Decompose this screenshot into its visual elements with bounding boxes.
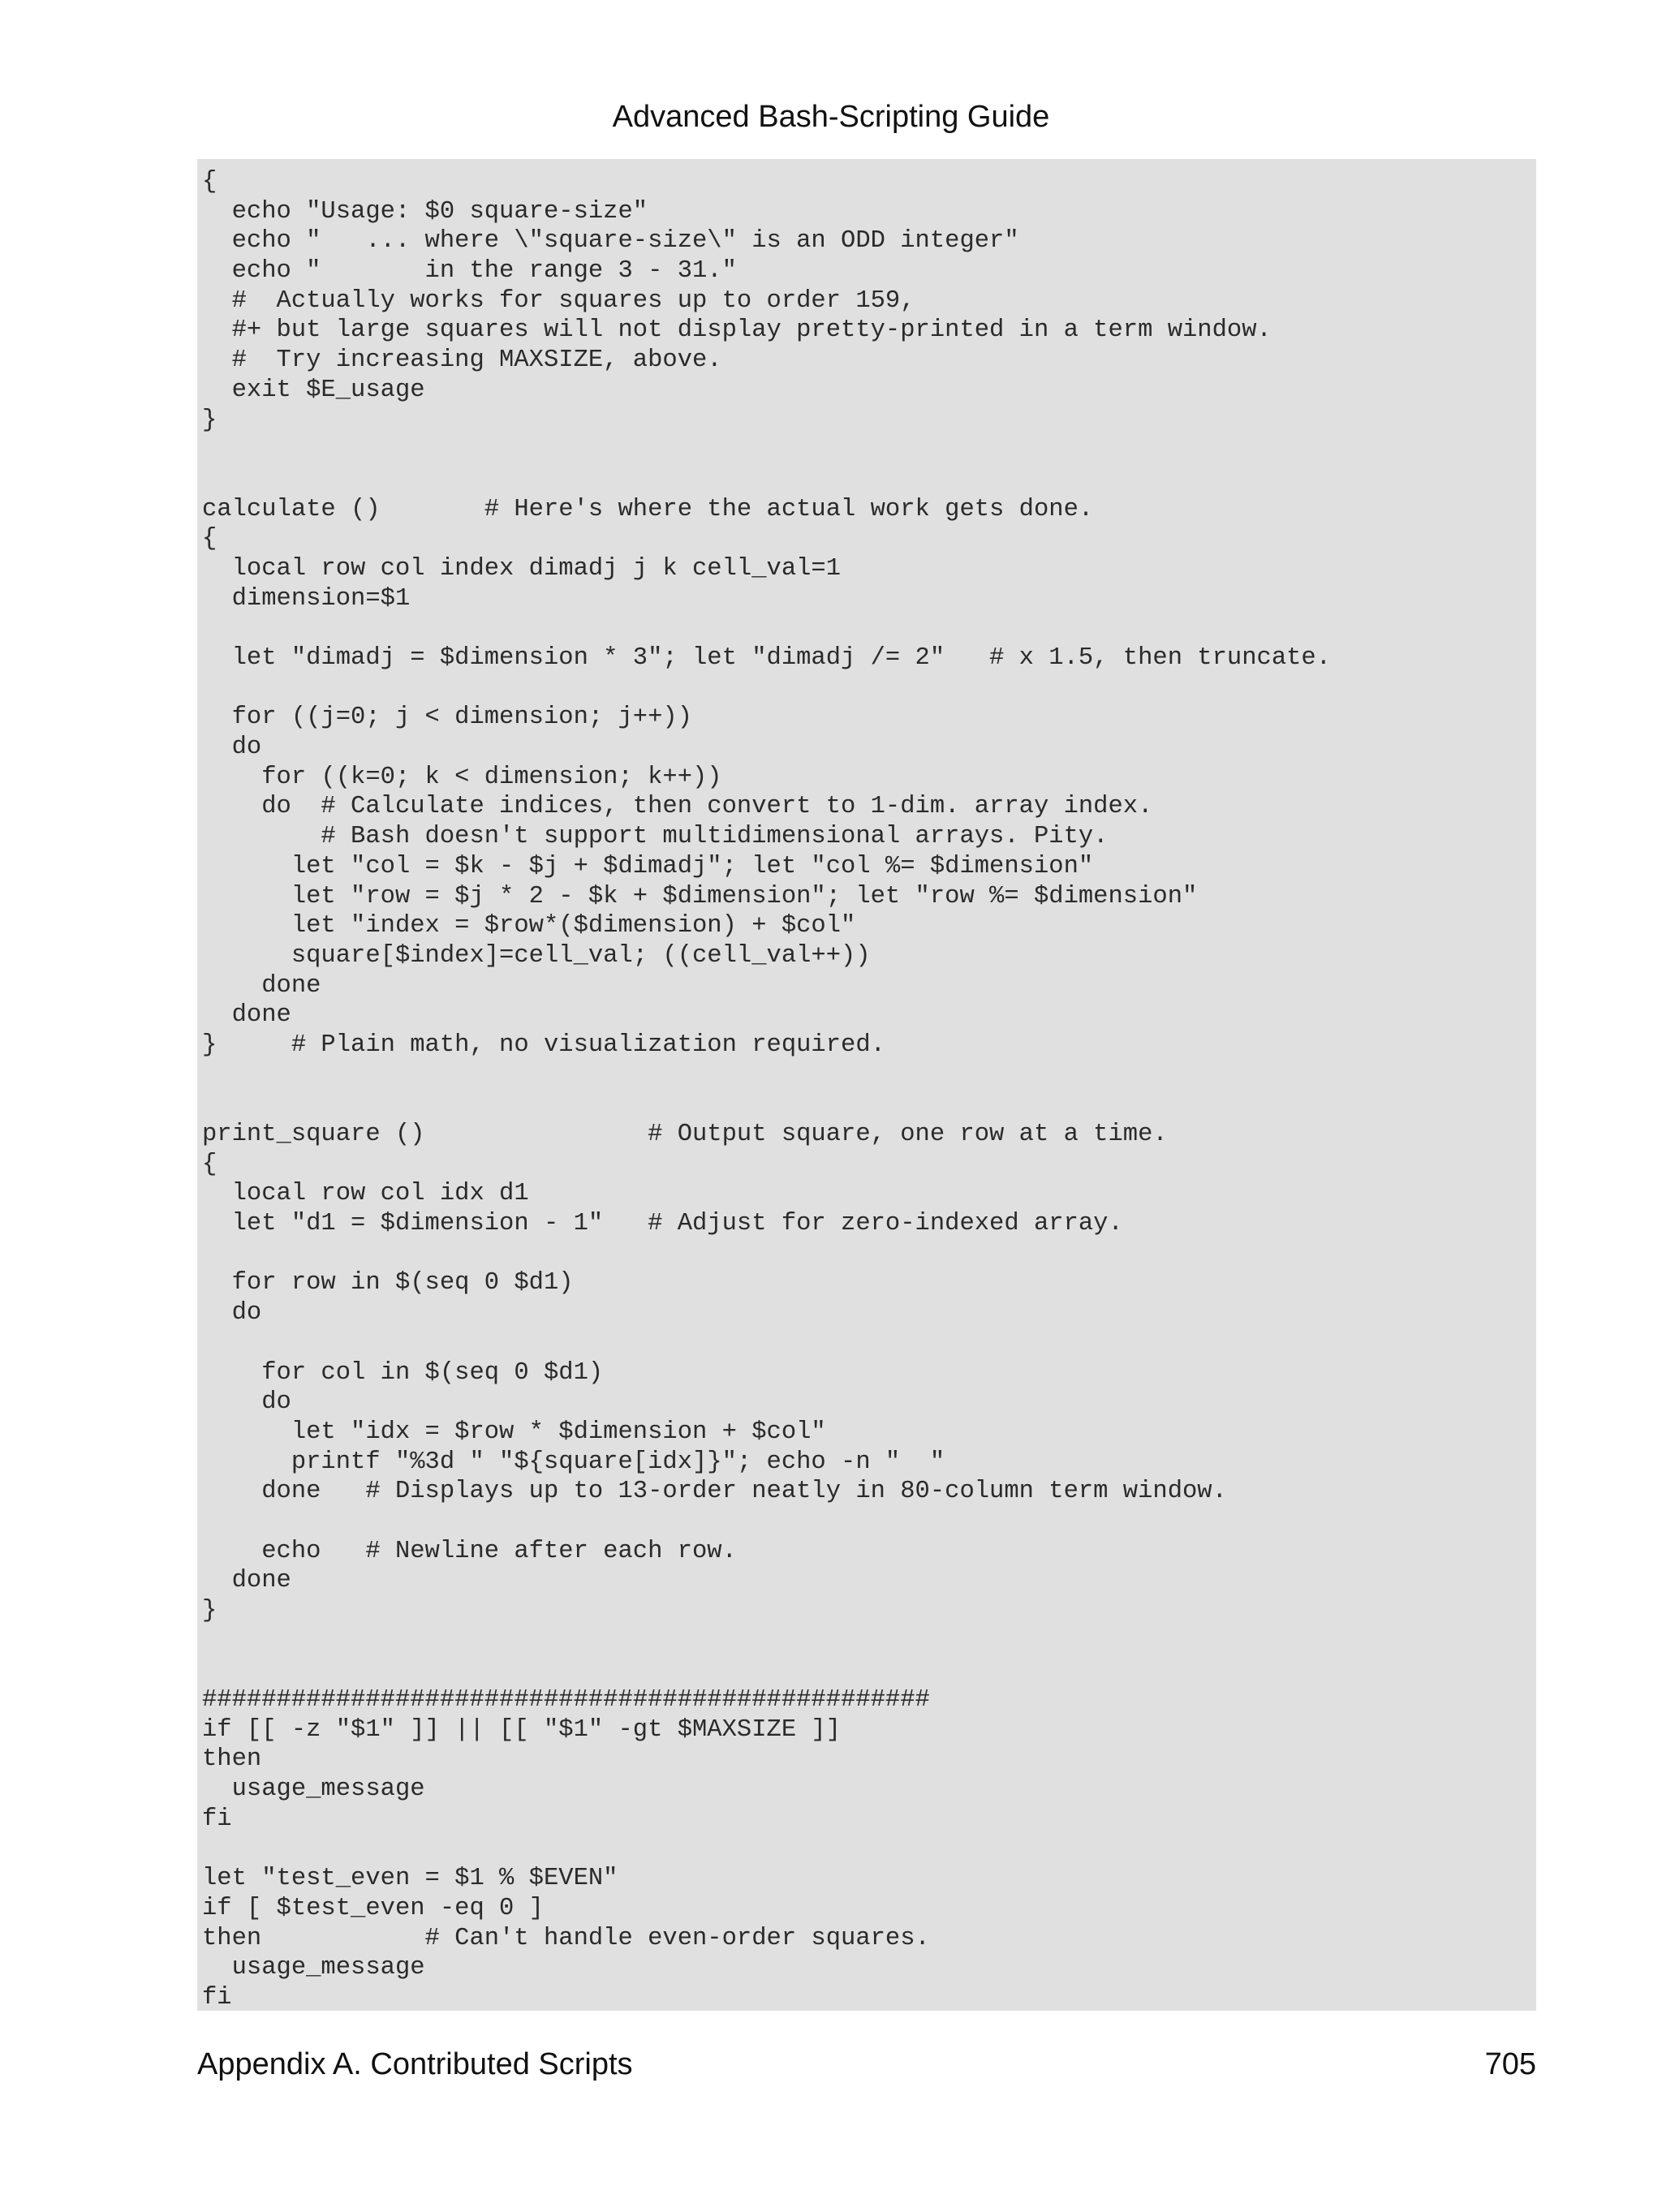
code-line: for col in $(seq 0 $d1) <box>202 1358 604 1387</box>
code-line <box>202 435 1536 465</box>
code-line: #+ but large squares will not display pretty-printed in a term window. <box>202 316 1272 345</box>
code-line <box>202 1626 1536 1656</box>
code-line: printf "%3d " "${square[idx]}"; echo -n " " <box>202 1448 945 1476</box>
code-line: if [[ -z "$1" ]] || [[ "$1" -gt $MAXSIZE ]] <box>202 1715 842 1744</box>
code-line: do # Calculate indices, then convert to 1-dim. array index. <box>202 793 1153 821</box>
code-line <box>202 1090 1536 1120</box>
code-line: { <box>202 168 217 196</box>
code-line: usage_message <box>202 1775 425 1804</box>
code-line: ################################################# <box>202 1686 930 1715</box>
code-line <box>202 673 1536 704</box>
footer-page-number: 705 <box>1484 2047 1536 2081</box>
code-line: calculate () # Here's where the actual work gets done. <box>202 495 1094 523</box>
code-line: do <box>202 1299 262 1328</box>
code-line: # Try increasing MAXSIZE, above. <box>202 346 722 375</box>
code-line: echo "Usage: $0 square-size" <box>202 197 648 226</box>
code-line: } # Plain math, no visualization required. <box>202 1031 885 1059</box>
code-line: do <box>202 1388 291 1417</box>
code-line: for row in $(seq 0 $d1) <box>202 1269 574 1298</box>
code-line: done # Displays up to 13-order neatly in 80-column term window. <box>202 1478 1227 1506</box>
code-line: echo " ... where \"square-size\" is an ODD integer" <box>202 227 1019 256</box>
code-line: let "col = $k - $j + $dimadj"; let "col %= $dimension" <box>202 852 1094 880</box>
code-line: } <box>202 1597 217 1625</box>
code-line <box>202 613 1536 643</box>
code-line: let "index = $row*($dimension) + $col" <box>202 912 856 940</box>
code-line: usage_message <box>202 1954 425 1982</box>
code-line: { <box>202 525 217 553</box>
code-line: echo " in the range 3 - 31." <box>202 257 737 286</box>
code-line: fi <box>202 1983 232 2011</box>
code-line: done <box>202 1001 291 1030</box>
code-line: then # Can't handle even-order squares. <box>202 1924 930 1952</box>
code-line: local row col index dimadj j k cell_val=1 <box>202 554 842 583</box>
code-line: # Bash doesn't support multidimensional arrays. Pity. <box>202 823 1109 851</box>
code-line: for ((j=0; j < dimension; j++)) <box>202 704 692 732</box>
code-line: { <box>202 1150 217 1178</box>
code-line: let "test_even = $1 % $EVEN" <box>202 1865 618 1893</box>
footer-section-title: Appendix A. Contributed Scripts <box>197 2047 633 2081</box>
code-line <box>202 1239 1536 1269</box>
code-line: print_square () # Output square, one row at a time. <box>202 1121 1168 1148</box>
code-line: let "dimadj = $dimension * 3"; let "dimadj /= 2" # x 1.5, then truncate. <box>202 644 1332 672</box>
code-line: exit $E_usage <box>202 376 425 404</box>
code-line: dimension=$1 <box>202 584 411 613</box>
code-line: # Actually works for squares up to order 159, <box>202 286 915 315</box>
code-line: if [ $test_even -eq 0 ] <box>202 1894 544 1922</box>
code-line: echo # Newline after each row. <box>202 1537 737 1565</box>
code-line <box>202 1655 1536 1685</box>
code-listing <box>197 159 1536 2011</box>
code-line: let "idx = $row * $dimension + $col" <box>202 1418 826 1446</box>
code-line <box>202 1507 1536 1537</box>
code-line: done <box>202 971 321 1000</box>
page-header-title: Advanced Bash-Scripting Guide <box>612 100 1050 134</box>
code-line: fi <box>202 1805 232 1833</box>
code-line: let "d1 = $dimension - 1" # Adjust for zero-indexed array. <box>202 1210 1123 1238</box>
code-line: for ((k=0; k < dimension; k++)) <box>202 763 722 791</box>
code-line: do <box>202 734 262 762</box>
code-line <box>202 465 1536 495</box>
code-line: square[$index]=cell_val; ((cell_val++)) <box>202 941 871 970</box>
code-line: } <box>202 406 217 434</box>
code-line: done <box>202 1567 291 1595</box>
code-line <box>202 1061 1536 1091</box>
code-line: local row col idx d1 <box>202 1180 529 1208</box>
code-line <box>202 1328 1536 1358</box>
code-line <box>202 1835 1536 1865</box>
code-line: let "row = $j * 2 - $k + $dimension"; let "row %= $dimension" <box>202 882 1198 910</box>
code-line: then <box>202 1745 262 1774</box>
